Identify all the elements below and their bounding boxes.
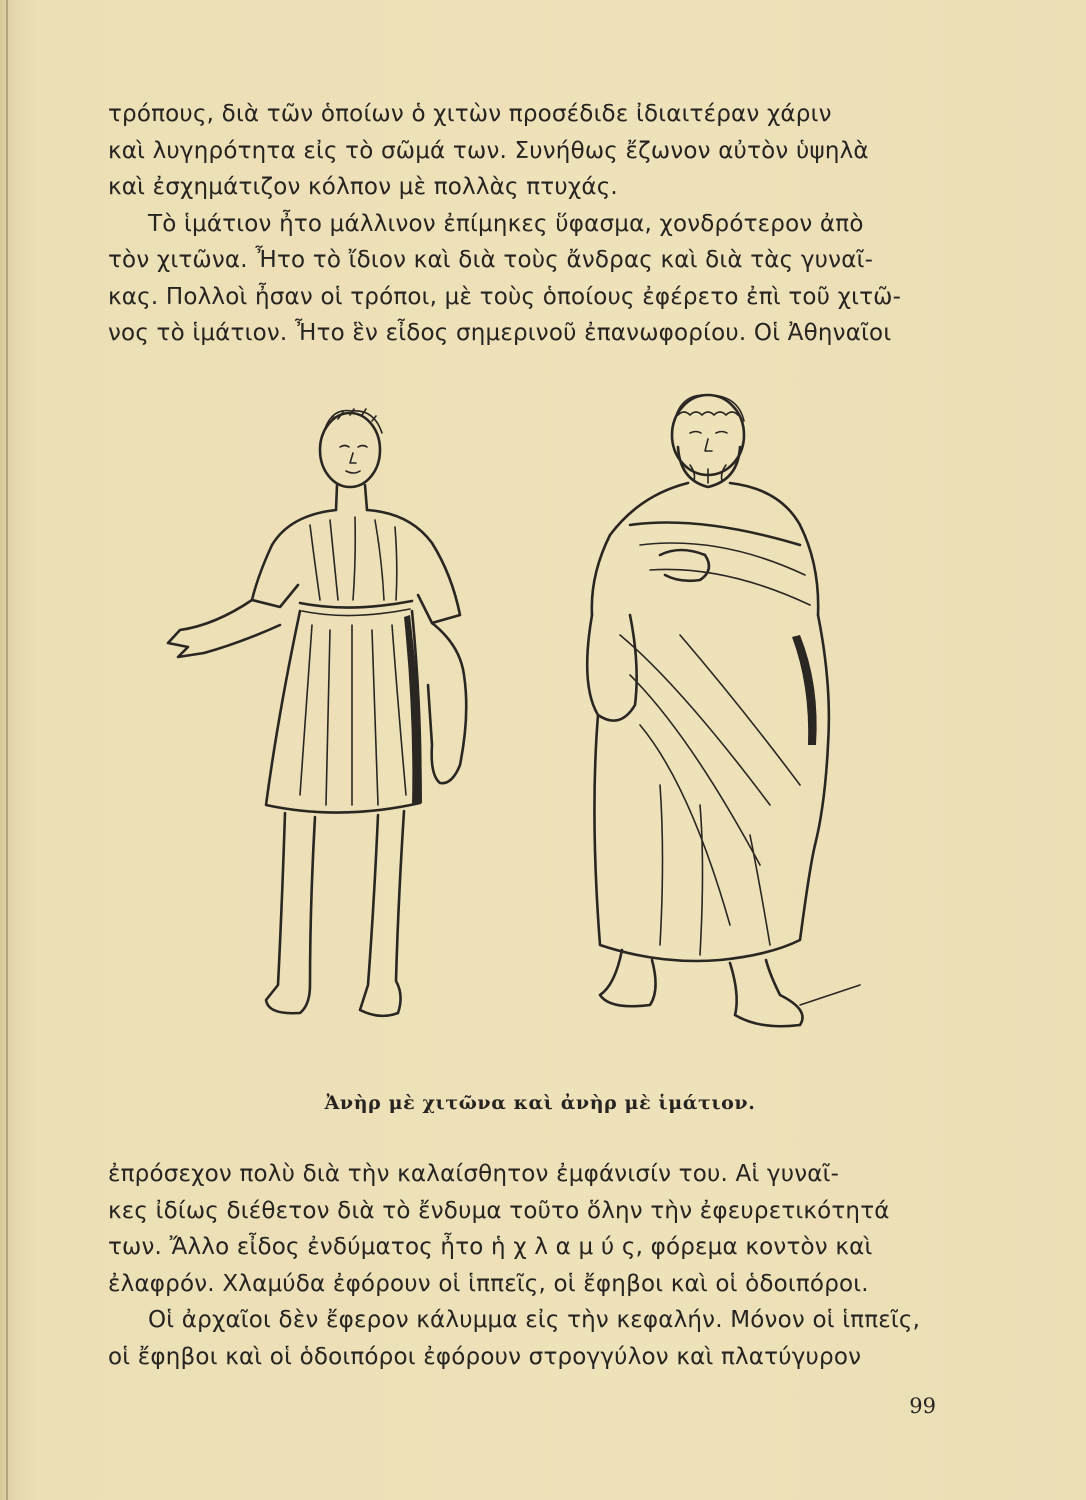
text-line: των. Ἄλλο εἶδος ἐνδύματος ἦτο ἡ χ λ α μ ύ ς, φόρεμα κοντὸν καὶ bbox=[108, 1234, 873, 1260]
man-with-chiton-drawing bbox=[168, 409, 466, 1016]
bottom-paragraphs bbox=[108, 1156, 938, 1375]
text-line: Οἱ ἀρχαῖοι δὲν ἔφερον κάλυμμα εἰς τὴν κεφαλήν. Μόνον οἱ ἱππεῖς, bbox=[148, 1307, 921, 1333]
text-line: οἱ ἔφηβοι καὶ οἱ ὁδοιπόροι ἐφόρουν στρογγύλον καὶ πλατύγυρον bbox=[108, 1343, 862, 1370]
binding-gutter bbox=[6, 0, 8, 1500]
top-paragraphs bbox=[108, 96, 938, 352]
text-line: τὸν χιτῶνα. Ἦτο τὸ ἴδιον καὶ διὰ τοὺς ἄνδρας καὶ διὰ τὰς γυναῖ- bbox=[108, 247, 874, 273]
man-with-himation-drawing bbox=[587, 395, 860, 1026]
text-line: νος τὸ ἱμάτιον. Ἦτο ἓν εἶδος σημερινοῦ ἐπανωφορίου. Οἱ Ἀθηναῖοι bbox=[108, 320, 892, 346]
figure-caption: Ἀνὴρ μὲ χιτῶνα καὶ ἀνὴρ μὲ ἱμάτιον. bbox=[324, 1092, 756, 1114]
text-line: καὶ λυγηρότητα εἰς τὸ σῶμά των. Συνήθως ἔζωνον αὐτὸν ὑψηλὰ bbox=[108, 137, 869, 164]
text-line: τρόπους, διὰ τῶν ὁποίων ὁ χιτὼν προσέδιδε ἰδιαιτέραν χάριν bbox=[108, 101, 832, 127]
text-line: κας. Πολλοὶ ἦσαν οἱ τρόποι, μὲ τοὺς ὁποίους ἐφέρετο ἐπὶ τοῦ χιτῶ- bbox=[108, 283, 902, 310]
text-line: καὶ ἐσχημάτιζον κόλπον μὲ πολλὰς πτυχάς. bbox=[108, 174, 618, 200]
text-line: κες ἰδίως διέθετον διὰ τὸ ἔνδυμα τοῦτο ὅλην τὴν ἐφευρετικότητά bbox=[108, 1197, 890, 1224]
text-line: ἐλαφρόν. Χλαμύδα ἐφόρουν οἱ ἱππεῖς, οἱ ἔφηβοι καὶ οἱ ὁδοιπόροι. bbox=[108, 1270, 869, 1297]
illustration-two-men bbox=[160, 385, 920, 1045]
text-line: ἐπρόσεχον πολὺ διὰ τὴν καλαίσθητον ἐμφάνισίν του. Αἱ γυναῖ- bbox=[108, 1161, 840, 1187]
text-line: Τὸ ἱμάτιον ἦτο μάλλινον ἐπίμηκες ὕφασμα, χονδρότερον ἀπὸ bbox=[148, 210, 864, 237]
page-number: 99 bbox=[909, 1394, 936, 1418]
